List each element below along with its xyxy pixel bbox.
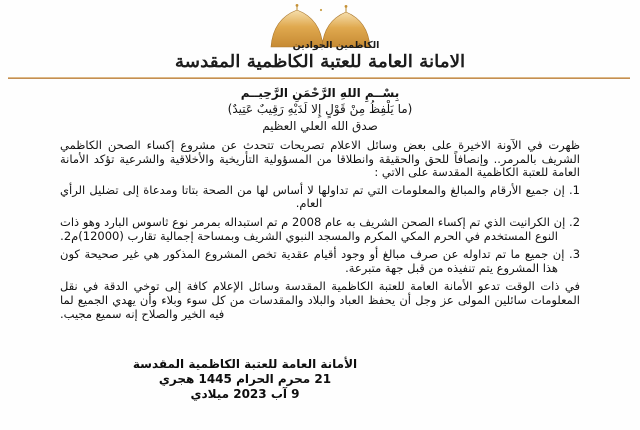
gold-divider-line <box>8 77 630 79</box>
numbered-item-3 <box>60 248 580 275</box>
closing-paragraph: في ذات الوقت تدعو الأمانة العامة للعتبة الكاظمية المقدسة وسائل الإعلام كافة إلى توخي الدقة في نقل المعلومات سائلين المولى عز وجل أن يحفظ العباد والبلاد والمقدسات من كل سوء وبلاء وأن يهدي الجميع لما فيه الخير والصلاح إنه سميع مجيب. <box>60 279 580 321</box>
signature-hijri-date: 21 محرم الحرام 1445 هجري <box>158 372 332 386</box>
emblem-caption-calligraphy: الكاظمين الجوادين <box>292 40 380 51</box>
bismillah-text: بِسْــمِ اللهِ الرَّحْمَنِ الرَّحِيــم <box>240 86 400 100</box>
organization-calligraphy-title: الامانة العامة للعتبة الكاظمية المقدسة <box>174 52 466 72</box>
item-2-text: إن الكرانيت الذي تم إكساء الصحن الشريف به عام 2008 م تم استبداله بمرمر نوع ثاسوس البارد وهو ذات النوع المستخدم في الحرم المكي المكرم والمسجد النبوي الشريف وبمساحة إجمالية تقارب (12000)م2. <box>60 214 566 243</box>
item-1-number: 1. <box>564 182 580 197</box>
quran-verse: (ما يَلْفِظُ مِنْ قَوْلٍ إِلا لَدَيْهِ رَقِيبٌ عَتِيدٌ) <box>227 102 413 116</box>
intro-paragraph: ظهرت في الآونة الاخيرة على بعض وسائل الاعلام تصريحات تتحدث عن مشروع إكساء الصحن الكاظمي الشريف بالمرمر.. وإنصافاً للحق والحقيقة وانطلاقا من المسؤولية التأريخية والأخلاقية والشرعية تؤكد الأمانة العامة للعتبة الكاظمية المقدسة على الاتي : <box>60 138 580 180</box>
signature-organization: الأمانة العامة للعتبة الكاظمية المقدسة <box>132 357 358 371</box>
statement-body <box>60 139 580 321</box>
item-3-text: إن جميع ما تم تداوله عن صرف مبالغ أو وجود أقيام عقدية تخص المشروع المذكور هي غير صحيحة كون هذا المشروع يتم تنفيذه من قبل جهة متبرعة. <box>60 247 565 275</box>
signature-block <box>60 357 430 402</box>
letterhead <box>0 4 640 78</box>
numbered-item-1 <box>60 184 580 211</box>
item-3-number: 3. <box>564 247 581 262</box>
item-2-number: 2. <box>565 214 581 229</box>
item-1-text: إن جميع الأرقام والمبالغ والمعلومات التي تم تداولها لا أساس لها من الصحة بتاتا ومدعاة إلى تضليل الرأي العام. <box>60 182 565 211</box>
verse-attribution: صدق الله العلي العظيم <box>262 119 378 133</box>
numbered-item-2 <box>60 216 580 243</box>
signature-gregorian-date: 9 آب 2023 ميلادي <box>190 387 300 401</box>
basmala-block <box>0 86 640 133</box>
